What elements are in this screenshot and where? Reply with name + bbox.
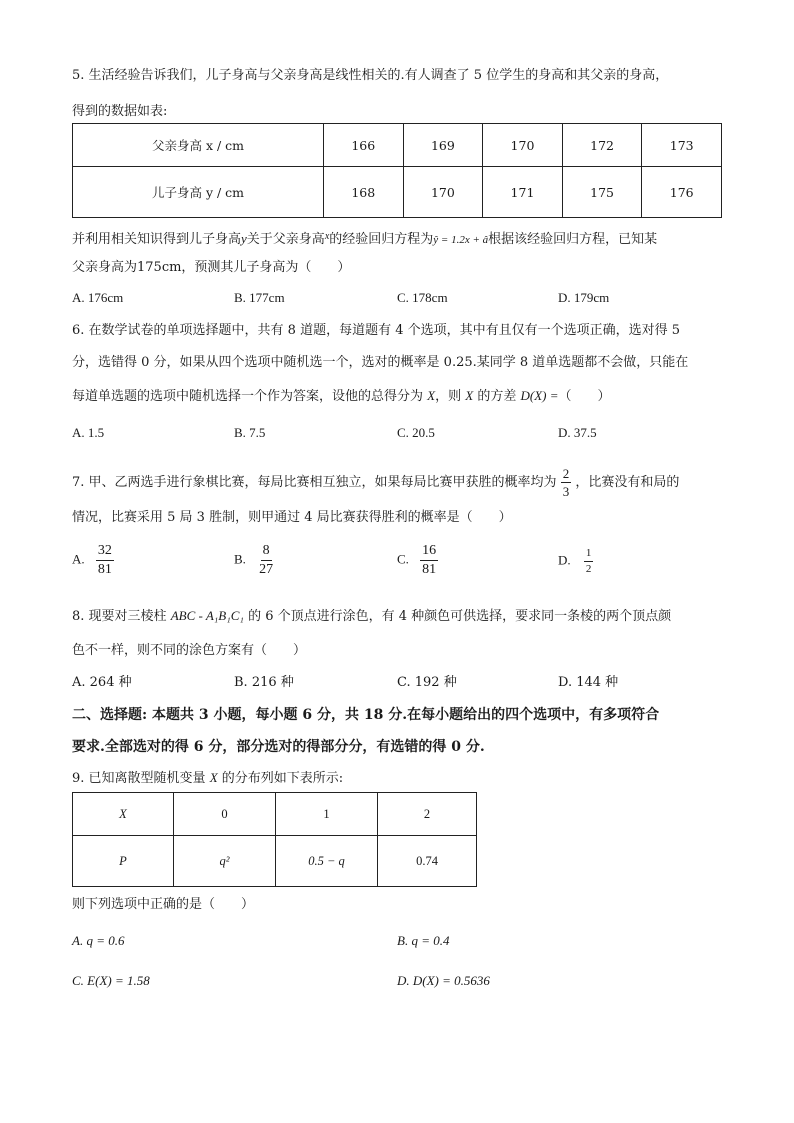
q9-table-prob-row xyxy=(73,836,477,887)
q7-probability-fraction xyxy=(561,467,572,498)
q9-var-x: X xyxy=(209,770,218,785)
q7-frac-num: 2 xyxy=(562,466,570,481)
q9-prob-cell: q² xyxy=(174,836,276,887)
q7-line1-a: 7. 甲、乙两选手进行象棋比赛，每局比赛相互独立，如果每局比赛甲获胜的概率均为 xyxy=(72,475,557,490)
q5-row2-label: 儿子身高 y / cm xyxy=(73,167,324,218)
q9-header-cell: 0 xyxy=(174,793,276,836)
q9-prob-cell: 0.5 − q xyxy=(276,836,378,887)
q9-option-b[interactable]: B. q = 0.4 xyxy=(397,933,450,948)
q9-header-cell: 2 xyxy=(378,793,477,836)
q7-option-label: B. xyxy=(234,551,246,567)
q5-option-a[interactable]: A. 176cm xyxy=(72,290,124,305)
q7-option-num: 32 xyxy=(96,544,114,561)
q5-option-c[interactable]: C. 178cm xyxy=(397,290,448,305)
q9-distribution-table xyxy=(72,792,477,887)
q5-cell: 169 xyxy=(403,124,483,167)
q6-line2: 分，选错得 0 分，如果从四个选项中随机选一个，选对的概率是 0.25.某同学 8 道单选题都不会做，只能在 xyxy=(72,355,689,370)
q7-frac-den: 3 xyxy=(562,484,570,499)
q7-option-fraction xyxy=(584,548,594,575)
q7-option-fraction xyxy=(257,544,275,577)
q8-option-b[interactable]: B. 216 种 xyxy=(234,675,294,690)
q5-var-x: x xyxy=(324,231,330,242)
q7-option-fraction xyxy=(96,544,114,577)
q5-after-line2: 父亲身高为175cm，预测其儿子身高为（ ） xyxy=(72,260,351,275)
q6-var-x-2: X xyxy=(465,388,474,403)
q6-line1: 6. 在数学试卷的单项选择题中，共有 8 道题，每道题有 4 个选项，其中有且仅有一个选项正确，选对得 5 xyxy=(72,323,681,338)
q9-option-c[interactable]: C. E(X) = 1.58 xyxy=(72,973,150,988)
q7-option-den: 2 xyxy=(585,563,592,575)
q7-line1 xyxy=(72,467,679,498)
q6-option-d[interactable]: D. 37.5 xyxy=(558,425,597,440)
q5-table-row-father xyxy=(73,124,722,167)
q5-cell: 176 xyxy=(642,167,722,218)
q5-cell: 170 xyxy=(483,124,563,167)
q8-line1-b: 的 6 个顶点进行涂色，有 4 种颜色可供选择，要求同一条棱的两个顶点颜 xyxy=(248,609,672,624)
q7-option-c[interactable] xyxy=(397,544,438,577)
q6-line3-a: 每道单选题的选项中随机选择一个作为答案，设他的总得分为 xyxy=(72,389,424,404)
q7-line1-b: ，比赛没有和局的 xyxy=(575,475,680,490)
q8-line1 xyxy=(72,606,671,627)
q7-option-num: 16 xyxy=(420,544,438,561)
q6-variance: D(X) = xyxy=(520,388,559,403)
q6-var-x: X xyxy=(427,388,436,403)
q5-after-text-c: 的经验回归方程为 xyxy=(329,232,434,247)
section2-heading-line2: 要求.全部选对的得 6 分，部分选对的得部分分，有选错的得 0 分. xyxy=(72,739,485,755)
q8-option-d[interactable]: D. 144 种 xyxy=(558,675,619,690)
q5-option-b[interactable]: B. 177cm xyxy=(234,290,285,305)
q8-option-c[interactable]: C. 192 种 xyxy=(397,675,457,690)
q7-option-num: 1 xyxy=(584,548,594,562)
section2-heading-line1: 二、选择题: 本题共 3 小题，每小题 6 分，共 18 分.在每小题给出的四个选项中，有多项符合 xyxy=(72,707,660,723)
q7-option-b[interactable] xyxy=(234,544,275,577)
q7-option-d[interactable] xyxy=(558,548,593,575)
q5-after-text-a: 并利用相关知识得到儿子身高 xyxy=(72,232,242,247)
q7-line2: 情况，比赛采用 5 局 3 胜制，则甲通过 4 局比赛获得胜利的概率是（ ） xyxy=(72,510,512,525)
q9-line1-a: 9. 已知离散型随机变量 xyxy=(72,771,206,786)
q6-line3-d: （ ） xyxy=(558,389,611,404)
q9-table-header-row xyxy=(73,793,477,836)
q5-cell: 175 xyxy=(562,167,642,218)
q5-after-line1 xyxy=(72,227,657,250)
q7-option-a[interactable] xyxy=(72,544,114,577)
q5-cell: 166 xyxy=(324,124,404,167)
q5-row1-label: 父亲身高 x / cm xyxy=(73,124,324,167)
q5-var-y: y xyxy=(241,231,247,246)
q7-option-den: 81 xyxy=(422,562,437,577)
q5-cell: 172 xyxy=(562,124,642,167)
q9-prob-cell: 0.74 xyxy=(378,836,477,887)
q9-header-cell: X xyxy=(73,793,174,836)
q5-cell: 170 xyxy=(403,167,483,218)
q5-line1: 5. 生活经验告诉我们，儿子身高与父亲身高是线性相关的.有人调查了 5 位学生的身高和其父亲的身高， xyxy=(72,68,669,83)
q9-line1-b: 的分布列如下表所示: xyxy=(221,771,344,786)
q8-line2: 色不一样，则不同的涂色方案有（ ） xyxy=(72,643,307,658)
q5-cell: 168 xyxy=(324,167,404,218)
q9-prob-cell: P xyxy=(73,836,174,887)
q9-line1 xyxy=(72,768,343,789)
q5-table-row-son xyxy=(73,167,722,218)
q7-option-label: D. xyxy=(558,552,571,568)
q5-line2: 得到的数据如表: xyxy=(72,104,168,119)
q8-line1-a: 8. 现要对三棱柱 xyxy=(72,609,167,624)
q8-option-a[interactable]: A. 264 种 xyxy=(72,675,132,690)
q6-option-a[interactable]: A. 1.5 xyxy=(72,425,105,440)
q5-option-d[interactable]: D. 179cm xyxy=(558,290,610,305)
q5-cell: 173 xyxy=(642,124,722,167)
q6-line3-b: ，则 xyxy=(435,389,462,404)
q7-option-fraction xyxy=(420,544,438,577)
q5-cell: 171 xyxy=(483,167,563,218)
q8-prism: ABC - A₁B₁C₁ xyxy=(170,608,244,623)
q5-equation: ŷ = 1.2x + â xyxy=(433,234,489,246)
q7-option-label: C. xyxy=(397,551,409,567)
q6-line3 xyxy=(72,386,611,407)
q6-option-b[interactable]: B. 7.5 xyxy=(234,425,266,440)
q9-option-d[interactable]: D. D(X) = 0.5636 xyxy=(397,973,490,988)
q6-line3-c: 的方差 xyxy=(477,389,517,404)
q7-option-den: 81 xyxy=(97,562,112,577)
q6-option-c[interactable]: C. 20.5 xyxy=(397,425,435,440)
q5-after-text-b: 关于父亲身高 xyxy=(246,232,325,247)
q7-option-label: A. xyxy=(72,551,85,567)
q7-option-num: 8 xyxy=(261,544,272,561)
q5-after-text-d: 根据该经验回归方程，已知某 xyxy=(488,232,658,247)
q9-option-a[interactable]: A. q = 0.6 xyxy=(72,933,125,948)
q7-option-den: 27 xyxy=(259,562,274,577)
q5-data-table xyxy=(72,123,722,218)
q9-line2: 则下列选项中正确的是（ ） xyxy=(72,897,255,912)
q9-header-cell: 1 xyxy=(276,793,378,836)
